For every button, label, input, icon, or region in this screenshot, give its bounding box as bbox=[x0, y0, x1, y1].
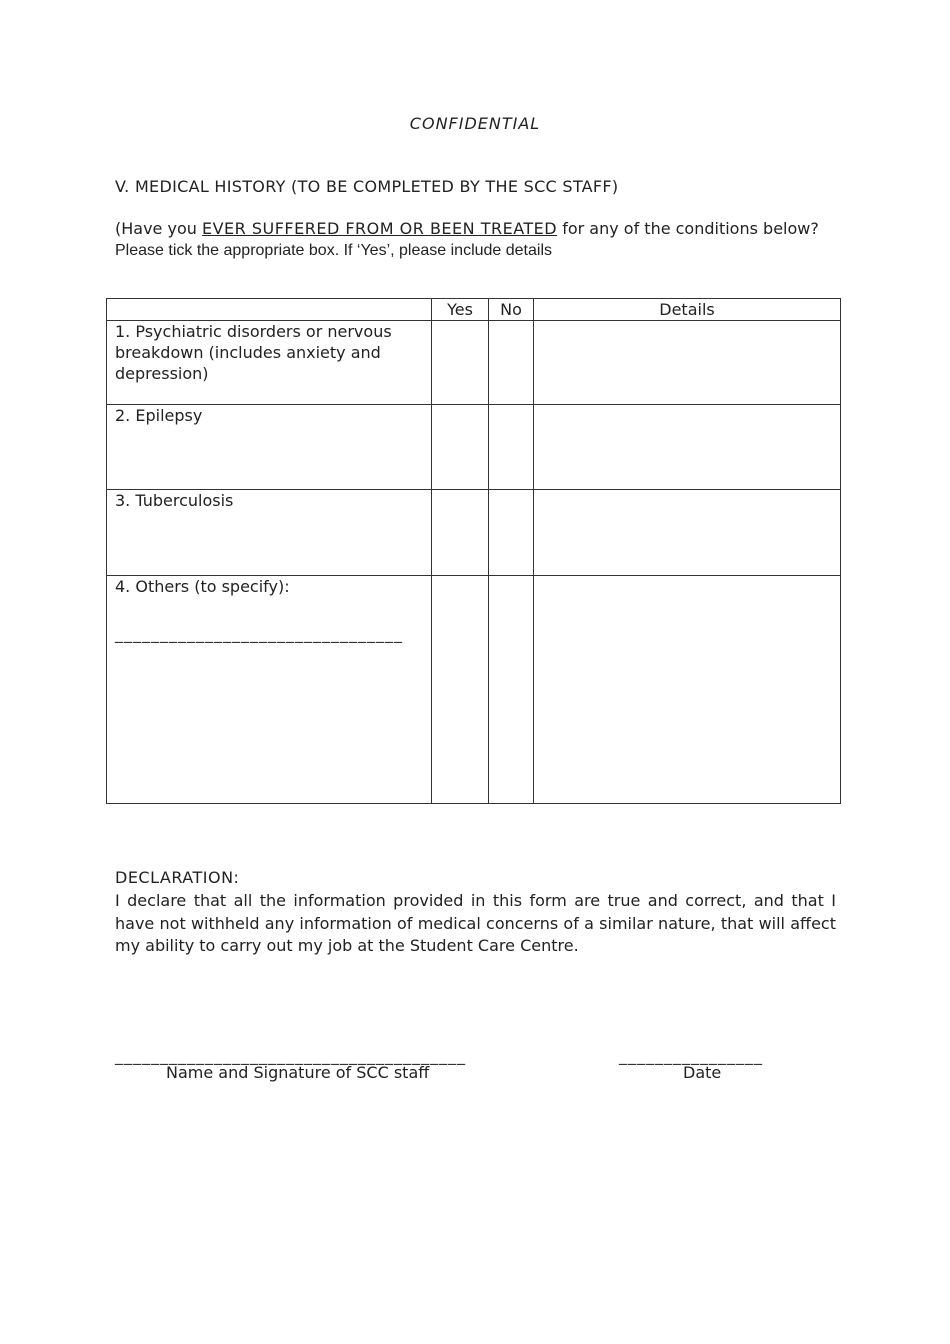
instruction-pre: (Have you bbox=[115, 219, 202, 238]
table-header-row bbox=[107, 299, 841, 321]
date-label: Date bbox=[683, 1063, 722, 1082]
no-checkbox-cell[interactable] bbox=[489, 576, 534, 804]
medical-history-table bbox=[106, 298, 841, 804]
section-title: V. MEDICAL HISTORY (TO BE COMPLETED BY THE SCC STAFF) bbox=[115, 177, 619, 196]
table-row bbox=[107, 576, 841, 804]
header-no: No bbox=[489, 299, 534, 321]
condition-others bbox=[107, 576, 432, 804]
name-signature-label: Name and Signature of SCC staff bbox=[166, 1063, 430, 1082]
condition-psychiatric: 1. Psychiatric disorders or nervous breakdown (includes anxiety and depression) bbox=[107, 321, 432, 405]
instruction-line2: Please tick the appropriate box. If ‘Yes’, please include details bbox=[115, 242, 553, 259]
condition-epilepsy: 2. Epilepsy bbox=[107, 405, 432, 490]
header-yes: Yes bbox=[432, 299, 489, 321]
header-condition bbox=[107, 299, 432, 321]
others-label: 4. Others (to specify): bbox=[115, 577, 290, 596]
yes-checkbox-cell[interactable] bbox=[432, 490, 489, 576]
yes-checkbox-cell[interactable] bbox=[432, 321, 489, 405]
date-line[interactable]: ________________ bbox=[619, 1046, 763, 1065]
confidential-heading: CONFIDENTIAL bbox=[409, 114, 541, 133]
condition-tuberculosis: 3. Tuberculosis bbox=[107, 490, 432, 576]
table-row bbox=[107, 405, 841, 490]
header-details: Details bbox=[534, 299, 841, 321]
declaration-title: DECLARATION: bbox=[115, 868, 240, 887]
others-specify-line[interactable]: ________________________________ bbox=[115, 624, 403, 643]
details-field[interactable] bbox=[534, 490, 841, 576]
no-checkbox-cell[interactable] bbox=[489, 321, 534, 405]
yes-checkbox-cell[interactable] bbox=[432, 576, 489, 804]
no-checkbox-cell[interactable] bbox=[489, 405, 534, 490]
declaration-text: I declare that all the information provided in this form are true and correct, and that I have not withheld any information of medical concerns of a similar nature, that will affect my ability to carry out my job at the Student Care Centre. bbox=[115, 891, 836, 955]
details-field[interactable] bbox=[534, 405, 841, 490]
details-field[interactable] bbox=[534, 576, 841, 804]
table-row bbox=[107, 321, 841, 405]
name-signature-line[interactable]: _______________________________________ bbox=[115, 1046, 466, 1065]
table-row bbox=[107, 490, 841, 576]
details-field[interactable] bbox=[534, 321, 841, 405]
yes-checkbox-cell[interactable] bbox=[432, 405, 489, 490]
instruction-post: for any of the conditions below? bbox=[557, 219, 819, 238]
instruction-text bbox=[115, 218, 819, 261]
instruction-emphasis: EVER SUFFERED FROM OR BEEN TREATED bbox=[201, 219, 558, 238]
no-checkbox-cell[interactable] bbox=[489, 490, 534, 576]
